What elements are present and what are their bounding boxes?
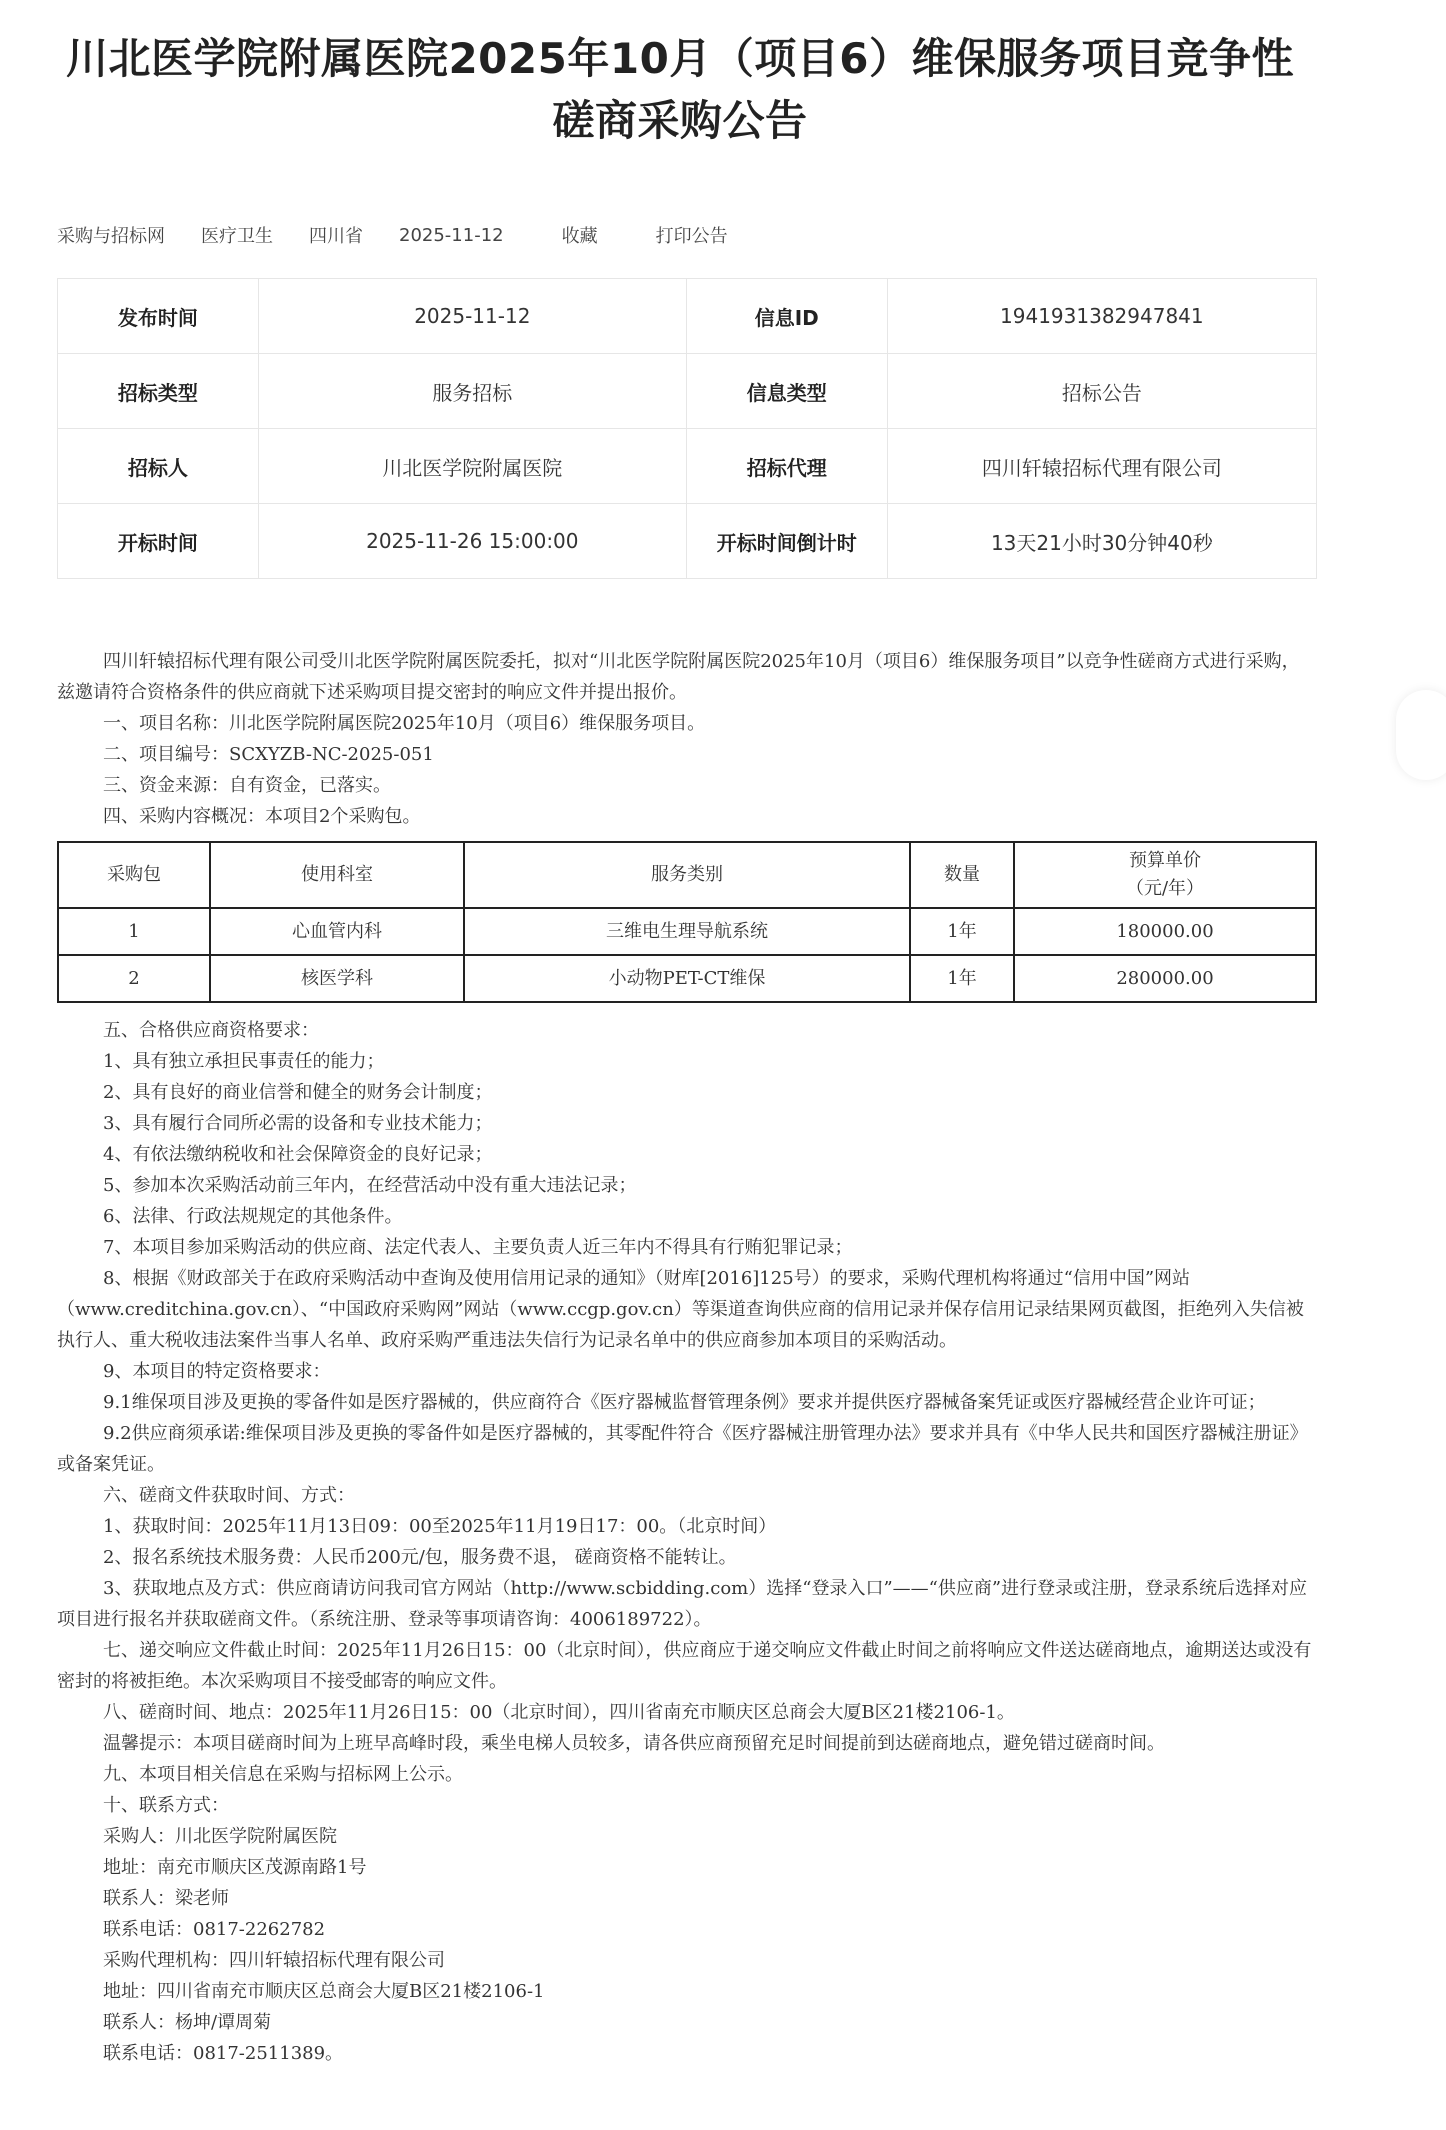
info-row bbox=[58, 504, 1317, 579]
contact-line: 联系人：杨坤/谭周菊 bbox=[103, 2012, 272, 2033]
info-key: 发布时间 bbox=[58, 279, 259, 354]
section-paragraph: 9.2供应商须承诺:维保项目涉及更换的零备件如是医疗器械的，其零配件符合《医疗器械注册管理办法》要求并具有《中华人民共和国医疗器械注册证》或备案凭证。 bbox=[57, 1423, 1308, 1475]
section-paragraph: 七、递交响应文件截止时间：2025年11月26日15：00（北京时间），供应商应于递交响应文件截止时间之前将响应文件送达磋商地点，逾期送达或没有密封的将被拒绝。本次采购项目不接受邮寄的响应文件。 bbox=[57, 1640, 1312, 1692]
section-line: 十、联系方式： bbox=[103, 1795, 229, 1816]
table-cell: 180000.00 bbox=[1014, 908, 1316, 955]
info-table bbox=[57, 278, 1317, 579]
info-key: 信息类型 bbox=[686, 354, 887, 429]
table-cell: 心血管内科 bbox=[210, 908, 464, 955]
info-key: 开标时间倒计时 bbox=[686, 504, 887, 579]
info-row bbox=[58, 279, 1317, 354]
table-cell: 三维电生理导航系统 bbox=[464, 908, 910, 955]
info-value: 服务招标 bbox=[258, 354, 686, 429]
package-table bbox=[57, 841, 1317, 1003]
table-cell: 280000.00 bbox=[1014, 955, 1316, 1002]
page-title: 川北医学院附属医院2025年10月（项目6）维保服务项目竞争性磋商采购公告 bbox=[65, 34, 1295, 145]
region-link[interactable]: 四川省 bbox=[309, 226, 363, 247]
announcement-body bbox=[57, 646, 1317, 2069]
countdown-value: 13天21小时30分钟40秒 bbox=[887, 504, 1316, 579]
info-row bbox=[58, 429, 1317, 504]
info-key: 开标时间 bbox=[58, 504, 259, 579]
table-row bbox=[58, 908, 1316, 955]
section-line: 3、具有履行合同所必需的设备和专业技术能力； bbox=[103, 1113, 493, 1134]
table-row bbox=[58, 955, 1316, 1002]
meta-bar bbox=[57, 222, 764, 248]
section-line: 八、磋商时间、地点：2025年11月26日15：00（北京时间），四川省南充市顺庆区总商会大厦B区21楼2106-1。 bbox=[103, 1702, 1015, 1723]
info-key: 信息ID bbox=[686, 279, 887, 354]
contact-line: 联系人：梁老师 bbox=[103, 1888, 229, 1909]
industry-link[interactable]: 医疗卫生 bbox=[201, 226, 273, 247]
info-key: 招标类型 bbox=[58, 354, 259, 429]
info-value: 川北医学院附属医院 bbox=[258, 429, 686, 504]
package-header-row bbox=[58, 842, 1316, 908]
col-header: 数量 bbox=[910, 842, 1014, 908]
col-header: 使用科室 bbox=[210, 842, 464, 908]
table-cell: 1年 bbox=[910, 955, 1014, 1002]
contact-line: 联系电话：0817-2262782 bbox=[103, 1919, 326, 1940]
section-line: 9、本项目的特定资格要求： bbox=[103, 1361, 331, 1382]
section-line: 2、报名系统技术服务费：人民币200元/包，服务费不退， 磋商资格不能转让。 bbox=[103, 1547, 737, 1568]
info-value: 2025-11-12 bbox=[258, 279, 686, 354]
section-line: 二、项目编号：SCXYZB-NC-2025-051 bbox=[103, 744, 434, 765]
section-line: 一、项目名称：川北医学院附属医院2025年10月（项目6）维保服务项目。 bbox=[103, 713, 706, 734]
contact-line: 采购人：川北医学院附属医院 bbox=[103, 1826, 337, 1847]
section-paragraph: 3、获取地点及方式：供应商请访问我司官方网站（http://www.scbidding.com）选择“登录入口”——“供应商”进行登录或注册，登录系统后选择对应项目进行报名并获取磋商文件。（系统注册、登录等事项请咨询：4006189722）。 bbox=[57, 1578, 1308, 1630]
intro-paragraph: 四川轩辕招标代理有限公司受川北医学院附属医院委托，拟对“川北医学院附属医院2025年10月（项目6）维保服务项目”以竞争性磋商方式进行采购，兹邀请符合资格条件的供应商就下述采购项目提交密封的响应文件并提出报价。 bbox=[57, 651, 1300, 703]
info-key: 招标人 bbox=[58, 429, 259, 504]
contact-line: 地址：南充市顺庆区茂源南路1号 bbox=[103, 1857, 367, 1878]
col-header: 服务类别 bbox=[464, 842, 910, 908]
publish-date: 2025-11-12 bbox=[399, 224, 504, 246]
favorite-button[interactable]: 收藏 bbox=[561, 226, 598, 247]
info-value: 四川轩辕招标代理有限公司 bbox=[887, 429, 1316, 504]
source-link[interactable]: 采购与招标网 bbox=[57, 226, 165, 247]
section-line: 四、采购内容概况：本项目2个采购包。 bbox=[103, 806, 421, 827]
info-key: 招标代理 bbox=[686, 429, 887, 504]
section-line: 三、资金来源：自有资金，已落实。 bbox=[103, 775, 391, 796]
info-value: 2025-11-26 15:00:00 bbox=[258, 504, 686, 579]
info-value: 招标公告 bbox=[887, 354, 1316, 429]
col-header: 采购包 bbox=[58, 842, 210, 908]
section-line: 1、获取时间：2025年11月13日09：00至2025年11月19日17：00。（北京时间） bbox=[103, 1516, 777, 1537]
section-line: 六、磋商文件获取时间、方式： bbox=[103, 1485, 355, 1506]
col-header-budget bbox=[1014, 842, 1316, 908]
section-line: 九、本项目相关信息在采购与招标网上公示。 bbox=[103, 1764, 463, 1785]
table-cell: 1年 bbox=[910, 908, 1014, 955]
contact-line: 联系电话：0817-2511389。 bbox=[103, 2043, 344, 2064]
print-button[interactable]: 打印公告 bbox=[655, 226, 728, 247]
section-line: 2、具有良好的商业信誉和健全的财务会计制度； bbox=[103, 1082, 493, 1103]
section-line: 温馨提示：本项目磋商时间为上班早高峰时段，乘坐电梯人员较多，请各供应商预留充足时间提前到达磋商地点，避免错过磋商时间。 bbox=[103, 1733, 1165, 1754]
contact-line: 地址：四川省南充市顺庆区总商会大厦B区21楼2106-1 bbox=[103, 1981, 545, 2002]
col-header-unit: （元/年） bbox=[1125, 878, 1205, 899]
section-paragraph: 9.1维保项目涉及更换的零备件如是医疗器械的，供应商符合《医疗器械监督管理条例》要求并提供医疗器械备案凭证或医疗器械经营企业许可证； bbox=[103, 1392, 1266, 1413]
section-line: 4、有依法缴纳税收和社会保障资金的良好记录； bbox=[103, 1144, 493, 1165]
info-value: 1941931382947841 bbox=[887, 279, 1316, 354]
table-cell: 核医学科 bbox=[210, 955, 464, 1002]
table-cell: 小动物PET-CT维保 bbox=[464, 955, 910, 1002]
side-float-tab[interactable] bbox=[1396, 690, 1446, 780]
section-line: 1、具有独立承担民事责任的能力； bbox=[103, 1051, 385, 1072]
contact-line: 采购代理机构：四川轩辕招标代理有限公司 bbox=[103, 1950, 445, 1971]
table-cell: 1 bbox=[58, 908, 210, 955]
section-line: 五、合格供应商资格要求： bbox=[103, 1020, 319, 1041]
table-cell: 2 bbox=[58, 955, 210, 1002]
info-row bbox=[58, 354, 1317, 429]
section-line: 6、法律、行政法规规定的其他条件。 bbox=[103, 1206, 403, 1227]
section-line: 5、参加本次采购活动前三年内，在经营活动中没有重大违法记录； bbox=[103, 1175, 637, 1196]
col-header: 预算单价 bbox=[1129, 850, 1201, 871]
section-paragraph: 8、根据《财政部关于在政府采购活动中查询及使用信用记录的通知》（财库[2016]125号）的要求，采购代理机构将通过“信用中国”网站（www.creditchina.gov.cn）、“中国政府采购网”网站（www.ccgp.gov.cn）等渠道查询供应商的信用记录并保存信用记录结果网页截图，拒绝列入失信被执行人、重大税收违法案件当事人名单、政府采购严重违法失信行为记录名单中的供应商参加本项目的采购活动。 bbox=[57, 1268, 1304, 1351]
section-line: 7、本项目参加采购活动的供应商、法定代表人、主要负责人近三年内不得具有行贿犯罪记录； bbox=[103, 1237, 853, 1258]
